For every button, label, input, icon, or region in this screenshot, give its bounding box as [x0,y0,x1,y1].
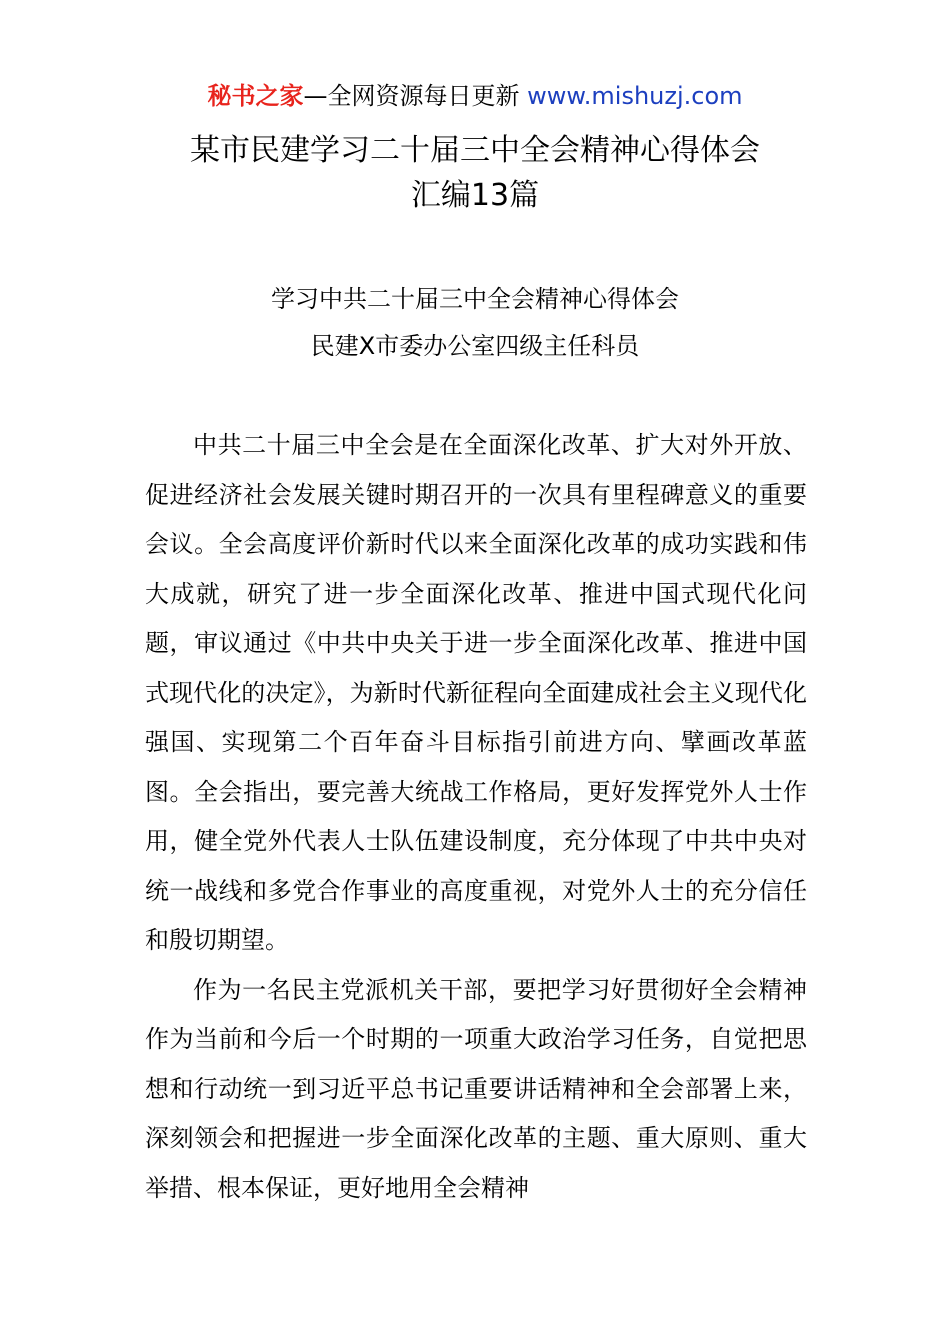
header-tagline: —全网资源每日更新 [303,82,520,110]
article-heading: 学习中共二十届三中全会精神心得体会 [271,285,679,313]
article-body [145,421,807,1213]
site-header [0,80,950,112]
site-url-link[interactable]: www.mishuzj.com [527,82,743,110]
body-paragraph: 中共二十届三中全会是在全面深化改革、扩大对外开放、促进经济社会发展关键时期召开的一次具有里程碑意义的重要会议。全会高度评价新时代以来全面深化改革的成功实践和伟大成就，研究了进一步全面深化改革、推进中国式现代化问题，审议通过《中共中央关于进一步全面深化改革、推进中国式现代化的决定》，为新时代新征程向全面建成社会主义现代化强国、实现第二个百年奋斗目标指引前进方向、擘画改革蓝图。全会指出，要完善大统战工作格局，更好发挥党外人士作用，健全党外代表人士队伍建设制度，充分体现了中共中央对统一战线和多党合作事业的高度重视，对党外人士的充分信任和殷切期望。 [145,431,807,954]
document-title-line-2: 汇编13篇 [410,178,540,213]
article-author: 民建X市委办公室四级主任科员 [310,332,640,360]
brand-name: 秘书之家 [207,82,304,110]
document-title-line-1: 某市民建学习二十届三中全会精神心得体会 [190,133,760,168]
document-title [0,128,950,218]
body-paragraph: 作为一名民主党派机关干部，要把学习好贯彻好全会精神作为当前和今后一个时期的一项重大政治学习任务，自觉把思想和行动统一到习近平总书记重要讲话精神和全会部署上来，深刻领会和把握进一步全面深化改革的主题、重大原则、重大举措、根本保证，更好地用全会精神 [145,975,807,1202]
